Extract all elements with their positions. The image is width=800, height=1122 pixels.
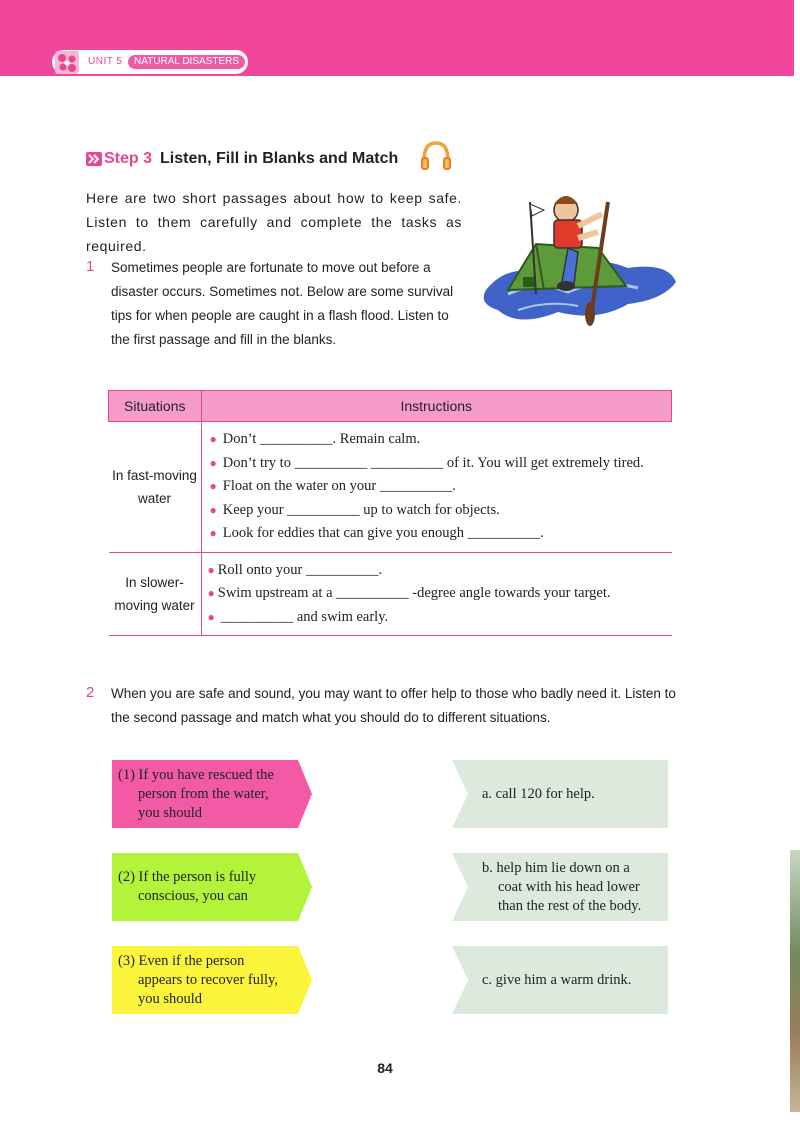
survival-tips-table: [108, 390, 672, 636]
bullet-icon: ●: [207, 609, 215, 624]
situation-cell: [109, 552, 202, 636]
match-right-c[interactable]: c. give him a warm drink.: [452, 946, 668, 1014]
situation-line: water: [137, 490, 171, 506]
situation-line: In slower-: [125, 574, 184, 590]
double-chevron-icon: [86, 152, 102, 166]
table-row: [109, 552, 672, 636]
intro-text: Here are two short passages about how to keep safe. Listen to them carefully and complete the tasks as required.: [86, 190, 462, 254]
bullet-icon: ●: [209, 432, 217, 446]
instruction-item: ● Swim upstream at a __________ -degree angle towards your target.: [207, 585, 611, 601]
flood-raft-illustration: [478, 182, 678, 337]
instruction-item: ● Don’t try to __________ __________ of it. You will get extremely tired.: [209, 454, 644, 471]
situation-line: moving water: [114, 597, 195, 613]
instructions-cell: [201, 422, 672, 553]
table-row: [109, 422, 672, 553]
task1-number: 1: [86, 258, 95, 275]
instruction-item: ● Look for eddies that can give you enough __________.: [209, 525, 544, 541]
instruction-item: ● Float on the water on your __________.: [209, 478, 456, 494]
situation-line: In fast-moving: [112, 467, 197, 483]
task1-text: Sometimes people are fortunate to move out before a disaster occurs. Sometimes not. Below are some survival tips for when people are caught in a flash flood. Listen to the first passage and fill in the blanks.: [111, 260, 454, 347]
match-left-1[interactable]: (1) If you have rescued the person from the water, you should: [112, 760, 312, 828]
bullet-icon: ●: [209, 502, 217, 517]
instruction-item: ● __________ and swim early.: [207, 608, 389, 625]
headphones-icon[interactable]: [418, 138, 454, 179]
page-number: 84: [377, 1060, 393, 1076]
instruction-item: ● Roll onto your __________.: [207, 561, 383, 578]
header-situations: Situations: [109, 391, 202, 422]
task2-text: When you are safe and sound, you may want to offer help to those who badly need it. Listen to the second passage and match what you should do to different situations.: [111, 686, 676, 725]
match-right-a[interactable]: a. call 120 for help.: [452, 760, 668, 828]
unit-label: UNIT 5: [88, 56, 123, 67]
step-title: Listen, Fill in Blanks and Match: [160, 150, 399, 167]
situation-cell: [109, 422, 202, 553]
header-instructions: Instructions: [201, 391, 672, 422]
instruction-item: ● Keep your __________ up to watch for objects.: [209, 501, 500, 518]
task2-number: 2: [86, 684, 95, 701]
bullet-icon: ●: [207, 562, 215, 577]
bullet-icon: ●: [207, 586, 215, 600]
unit-title: NATURAL DISASTERS: [128, 55, 245, 69]
unit-logo-icon: [54, 50, 80, 75]
step-heading: [86, 148, 398, 170]
match-left-3[interactable]: (3) Even if the person appears to recover fully, you should: [112, 946, 312, 1014]
step-number: Step 3: [104, 150, 153, 167]
instructions-cell: [201, 552, 672, 636]
instruction-item: ● Don’t __________. Remain calm.: [209, 431, 421, 447]
header-edge: [794, 0, 800, 76]
bullet-icon: ●: [209, 526, 217, 540]
match-right-b[interactable]: b. help him lie down on a coat with his head lower than the rest of the body.: [452, 853, 668, 921]
bullet-icon: ●: [209, 455, 217, 470]
match-left-2[interactable]: (2) If the person is fully conscious, you can: [112, 853, 312, 921]
page-edge-photo: [790, 850, 800, 1112]
bullet-icon: ●: [209, 479, 217, 493]
